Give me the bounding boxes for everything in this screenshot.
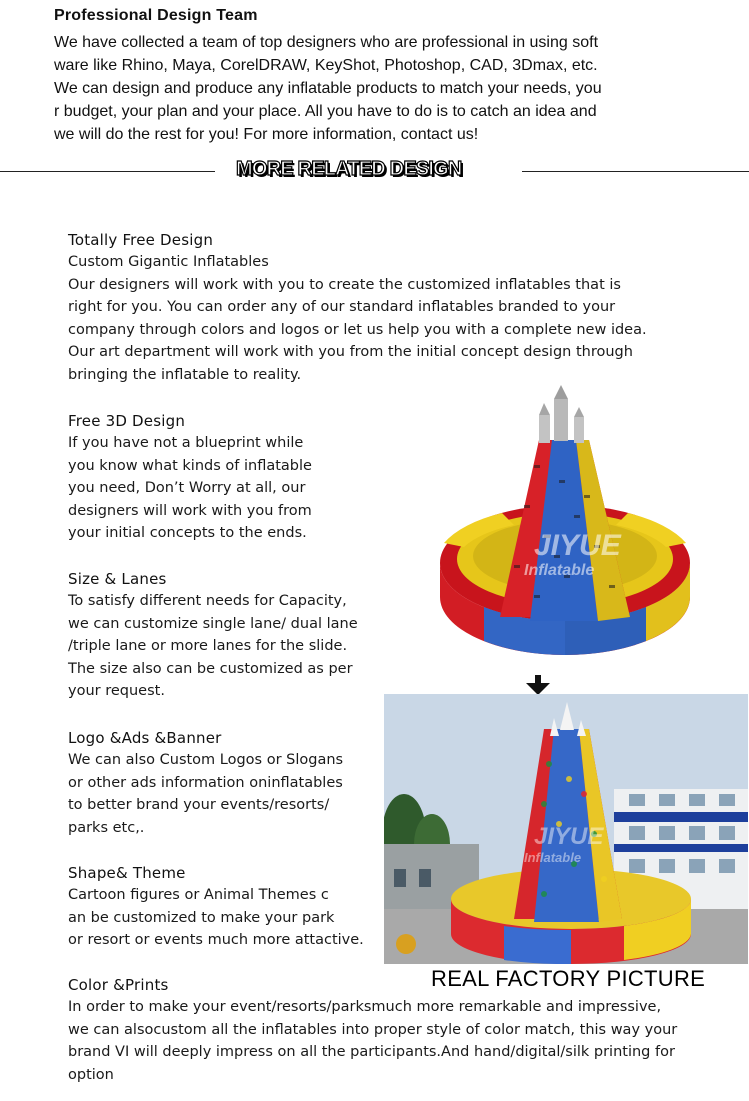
section-line: Our designers will work with you to create the customized inflatables that is bbox=[68, 276, 621, 293]
intro-line: r budget, your plan and your place. All you have to do is to catch an idea and bbox=[54, 103, 597, 120]
section-title: Size & Lanes bbox=[68, 570, 167, 588]
section-line: we can customize single lane/ dual lane bbox=[68, 615, 358, 632]
intro-line: ware like Rhino, Maya, CorelDRAW, KeyShot, Photoshop, CAD, 3Dmax, etc. bbox=[54, 57, 598, 74]
more-related-design-heading: MORE RELATED DESIGN bbox=[236, 158, 462, 180]
section-line: brand VI will deeply impress on all the participants.And hand/digital/silk printing for bbox=[68, 1044, 675, 1061]
intro-title: Professional Design Team bbox=[54, 7, 258, 24]
intro-line: we will do the rest for you! For more information, contact us! bbox=[54, 126, 479, 143]
section-logo-ads-banner bbox=[68, 729, 343, 839]
section-title: Logo &Ads &Banner bbox=[68, 729, 222, 747]
section-line: to better brand your events/resorts/ bbox=[68, 797, 330, 814]
factory-photo-image bbox=[384, 694, 748, 964]
divider-line-right bbox=[522, 171, 749, 172]
section-title: Totally Free Design bbox=[68, 231, 214, 249]
section-line: We can also Custom Logos or Slogans bbox=[68, 752, 344, 768]
section-shape-theme bbox=[68, 864, 364, 952]
section-line: To satisfy different needs for Capacity, bbox=[68, 593, 347, 609]
inflatable-3d-render-image bbox=[384, 385, 746, 661]
section-line: company through colors and logos or let us help you with a complete new idea. bbox=[68, 321, 647, 338]
section-title: Shape& Theme bbox=[68, 864, 186, 882]
section-line: we can alsocustom all the inflatables into proper style of color match, this way your bbox=[68, 1021, 678, 1038]
real-factory-picture-caption: REAL FACTORY PICTURE bbox=[431, 966, 706, 991]
section-line: Cartoon figures or Animal Themes c bbox=[68, 887, 329, 903]
render-watermark-sub: Inflatable bbox=[524, 562, 595, 579]
section-line: right for you. You can order any of our standard inflatables branded to your bbox=[68, 299, 616, 316]
photo-watermark-brand: JIYUE bbox=[534, 823, 604, 850]
section-line: or resort or events much more attactive. bbox=[68, 932, 364, 949]
blower bbox=[396, 934, 416, 954]
factory-photo bbox=[384, 694, 748, 964]
climbing-wall-render bbox=[384, 385, 746, 661]
section-line: or other ads information oninflatables bbox=[68, 774, 343, 791]
section-free-3d-design bbox=[68, 412, 312, 545]
section-line: If you have not a blueprint while bbox=[68, 435, 304, 451]
section-line: you know what kinds of inflatable bbox=[68, 457, 312, 474]
section-size-lanes bbox=[68, 570, 358, 703]
section-line: /triple lane or more lanes for the slide. bbox=[68, 638, 348, 655]
divider-line-left bbox=[0, 171, 215, 172]
section-line: Custom Gigantic Inflatables bbox=[68, 254, 269, 270]
section-color-prints bbox=[68, 976, 677, 1086]
intro-line: We can design and produce any inflatable products to match your needs, you bbox=[54, 80, 602, 97]
photo-watermark-sub: Inflatable bbox=[524, 850, 582, 865]
section-line: Our art department will work with you from the initial concept design through bbox=[68, 344, 633, 361]
section-title: Free 3D Design bbox=[68, 412, 186, 430]
section-line: your request. bbox=[68, 683, 165, 700]
section-line: your initial concepts to the ends. bbox=[68, 525, 307, 542]
section-totally-free-design bbox=[68, 231, 647, 387]
section-line: parks etc,. bbox=[68, 819, 145, 836]
base-wall-blue bbox=[504, 926, 571, 964]
section-line: bringing the inflatable to reality. bbox=[68, 366, 302, 383]
section-line: The size also can be customized as per bbox=[68, 660, 353, 677]
section-line: option bbox=[68, 1066, 114, 1083]
intro-line: We have collected a team of top designers who are professional in using soft bbox=[54, 34, 599, 51]
section-line: you need, Don’t Worry at all, our bbox=[68, 480, 306, 497]
render-watermark-brand: JIYUE bbox=[534, 529, 621, 562]
intro-paragraph bbox=[54, 31, 654, 146]
section-line: an be customized to make your park bbox=[68, 909, 335, 926]
section-title: Color &Prints bbox=[68, 976, 169, 994]
section-line: designers will work with you from bbox=[68, 502, 312, 519]
section-line: In order to make your event/resorts/parksmuch more remarkable and impressive, bbox=[68, 999, 662, 1015]
top-spikes bbox=[539, 385, 584, 443]
